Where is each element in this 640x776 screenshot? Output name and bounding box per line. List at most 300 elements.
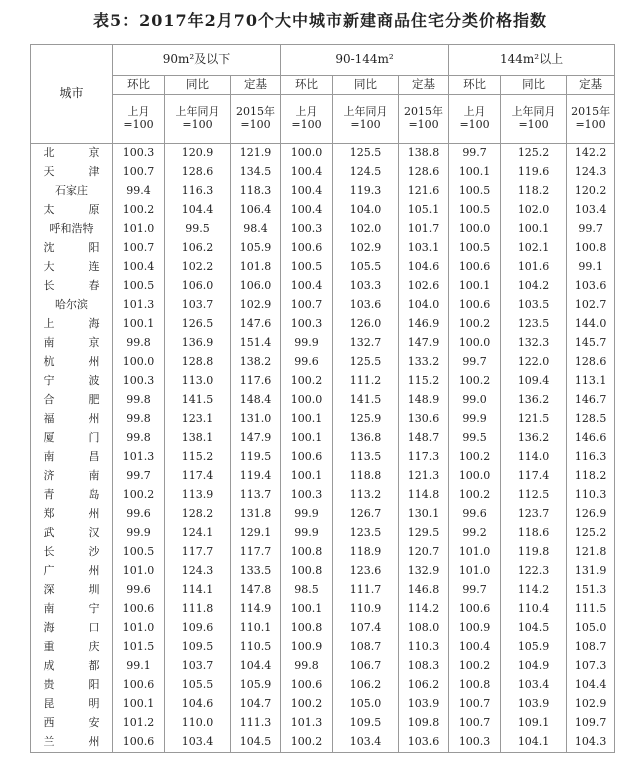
table-row (31, 391, 615, 410)
value-cell: 118.3 (231, 182, 281, 201)
city-cell (31, 448, 113, 467)
value-cell: 102.9 (231, 296, 281, 315)
value-cell: 99.9 (449, 410, 501, 429)
value-cell: 104.0 (399, 296, 449, 315)
value-cell: 99.8 (113, 391, 165, 410)
value-cell: 120.7 (399, 543, 449, 562)
value-cell: 117.7 (231, 543, 281, 562)
value-cell: 146.9 (399, 315, 449, 334)
value-cell: 109.6 (165, 619, 231, 638)
value-cell: 100.1 (281, 410, 333, 429)
value-cell: 128.6 (165, 163, 231, 182)
value-cell: 100.4 (281, 201, 333, 220)
value-cell: 100.3 (281, 486, 333, 505)
value-cell: 101.0 (113, 562, 165, 581)
value-cell: 105.5 (165, 676, 231, 695)
value-cell: 100.6 (281, 676, 333, 695)
value-cell: 100.1 (501, 220, 567, 239)
value-cell: 125.2 (567, 524, 615, 543)
value-cell: 136.2 (501, 429, 567, 448)
city-name: 大 连 (43, 260, 100, 274)
value-cell: 104.5 (501, 619, 567, 638)
value-cell: 136.9 (165, 334, 231, 353)
value-cell: 147.8 (231, 581, 281, 600)
value-cell: 103.7 (165, 296, 231, 315)
city-name: 呼和浩特 (49, 222, 94, 236)
city-cell (31, 220, 113, 239)
value-cell: 103.5 (501, 296, 567, 315)
table-row (31, 448, 615, 467)
value-cell: 110.1 (231, 619, 281, 638)
value-cell: 104.0 (333, 201, 399, 220)
value-cell: 106.0 (231, 277, 281, 296)
table-row (31, 657, 615, 676)
value-cell: 110.3 (399, 638, 449, 657)
value-cell: 114.1 (165, 581, 231, 600)
sub-header: 定基 (231, 76, 281, 95)
value-cell: 118.9 (333, 543, 399, 562)
city-name: 海 口 (43, 621, 100, 635)
value-cell: 99.2 (449, 524, 501, 543)
value-cell: 100.6 (113, 733, 165, 753)
city-name: 石家庄 (55, 184, 88, 198)
value-cell: 100.2 (281, 372, 333, 391)
city-cell (31, 201, 113, 220)
value-cell: 128.2 (165, 505, 231, 524)
table-row (31, 182, 615, 201)
base-header: 2015年 =100 (567, 95, 615, 144)
city-cell (31, 296, 113, 315)
table-row (31, 543, 615, 562)
value-cell: 99.9 (281, 334, 333, 353)
value-cell: 100.6 (449, 258, 501, 277)
sub-header: 定基 (567, 76, 615, 95)
value-cell: 116.3 (165, 182, 231, 201)
city-cell (31, 733, 113, 753)
value-cell: 100.1 (281, 600, 333, 619)
value-cell: 131.9 (567, 562, 615, 581)
value-cell: 105.9 (231, 239, 281, 258)
value-cell: 118.8 (333, 467, 399, 486)
value-cell: 100.3 (281, 315, 333, 334)
value-cell: 100.6 (281, 239, 333, 258)
value-cell: 99.9 (113, 524, 165, 543)
table-row (31, 486, 615, 505)
sub-header: 同比 (333, 76, 399, 95)
table-row (31, 676, 615, 695)
base-header: 上月 =100 (449, 95, 501, 144)
value-cell: 138.2 (231, 353, 281, 372)
table-row (31, 714, 615, 733)
value-cell: 100.8 (281, 562, 333, 581)
city-cell (31, 182, 113, 201)
value-cell: 129.1 (231, 524, 281, 543)
value-cell: 126.0 (333, 315, 399, 334)
value-cell: 103.9 (501, 695, 567, 714)
value-cell: 126.5 (165, 315, 231, 334)
value-cell: 113.9 (165, 486, 231, 505)
table-row (31, 163, 615, 182)
value-cell: 100.2 (449, 657, 501, 676)
value-cell: 121.8 (567, 543, 615, 562)
value-cell: 121.6 (399, 182, 449, 201)
value-cell: 104.6 (399, 258, 449, 277)
value-cell: 99.7 (449, 353, 501, 372)
table-row (31, 296, 615, 315)
city-name: 天 津 (43, 165, 100, 179)
value-cell: 106.2 (333, 676, 399, 695)
value-cell: 100.8 (281, 619, 333, 638)
city-name: 哈尔滨 (55, 298, 88, 312)
value-cell: 99.8 (281, 657, 333, 676)
city-cell (31, 581, 113, 600)
value-cell: 142.2 (567, 144, 615, 164)
value-cell: 104.3 (567, 733, 615, 753)
city-cell (31, 372, 113, 391)
value-cell: 99.5 (165, 220, 231, 239)
value-cell: 100.5 (449, 239, 501, 258)
value-cell: 138.1 (165, 429, 231, 448)
city-name: 成 都 (43, 659, 100, 673)
value-cell: 109.8 (399, 714, 449, 733)
value-cell: 99.1 (567, 258, 615, 277)
value-cell: 101.3 (281, 714, 333, 733)
city-cell (31, 163, 113, 182)
city-name: 武 汉 (43, 526, 100, 540)
city-name: 青 岛 (43, 488, 100, 502)
value-cell: 124.5 (333, 163, 399, 182)
value-cell: 100.7 (113, 163, 165, 182)
city-cell (31, 695, 113, 714)
value-cell: 128.6 (399, 163, 449, 182)
city-name: 南 昌 (43, 450, 100, 464)
table-row (31, 505, 615, 524)
group-header-medium: 90-144m² (281, 45, 449, 76)
city-name: 厦 门 (43, 431, 100, 445)
sub-header: 环比 (449, 76, 501, 95)
value-cell: 100.5 (449, 182, 501, 201)
value-cell: 146.6 (567, 429, 615, 448)
value-cell: 110.4 (501, 600, 567, 619)
value-cell: 99.6 (449, 505, 501, 524)
value-cell: 100.7 (449, 714, 501, 733)
city-cell (31, 277, 113, 296)
table-row (31, 144, 615, 164)
value-cell: 117.6 (231, 372, 281, 391)
value-cell: 109.4 (501, 372, 567, 391)
value-cell: 123.6 (333, 562, 399, 581)
value-cell: 123.1 (165, 410, 231, 429)
value-cell: 104.4 (165, 201, 231, 220)
value-cell: 146.8 (399, 581, 449, 600)
value-cell: 126.9 (567, 505, 615, 524)
value-cell: 123.7 (501, 505, 567, 524)
value-cell: 100.0 (281, 391, 333, 410)
value-cell: 110.9 (333, 600, 399, 619)
value-cell: 104.2 (501, 277, 567, 296)
value-cell: 147.9 (231, 429, 281, 448)
value-cell: 132.3 (501, 334, 567, 353)
value-cell: 100.1 (449, 163, 501, 182)
table-row (31, 695, 615, 714)
value-cell: 99.8 (113, 429, 165, 448)
price-index-table (30, 44, 615, 753)
value-cell: 103.9 (399, 695, 449, 714)
value-cell: 136.2 (501, 391, 567, 410)
value-cell: 130.1 (399, 505, 449, 524)
value-cell: 118.6 (501, 524, 567, 543)
value-cell: 119.3 (333, 182, 399, 201)
city-name: 福 州 (43, 412, 100, 426)
city-cell (31, 258, 113, 277)
value-cell: 100.2 (449, 448, 501, 467)
value-cell: 100.3 (281, 220, 333, 239)
value-cell: 101.3 (113, 448, 165, 467)
city-cell (31, 467, 113, 486)
value-cell: 100.6 (281, 448, 333, 467)
value-cell: 100.2 (449, 372, 501, 391)
value-cell: 102.0 (333, 220, 399, 239)
city-cell (31, 315, 113, 334)
value-cell: 110.0 (165, 714, 231, 733)
value-cell: 122.3 (501, 562, 567, 581)
value-cell: 106.0 (165, 277, 231, 296)
table-row (31, 410, 615, 429)
value-cell: 106.7 (333, 657, 399, 676)
city-name: 西 安 (43, 716, 100, 730)
city-cell (31, 657, 113, 676)
value-cell: 117.4 (501, 467, 567, 486)
value-cell: 101.6 (501, 258, 567, 277)
city-name: 兰 州 (43, 735, 100, 749)
value-cell: 100.2 (281, 733, 333, 753)
value-cell: 100.8 (449, 676, 501, 695)
value-cell: 102.7 (567, 296, 615, 315)
city-name: 重 庆 (43, 640, 100, 654)
table-row (31, 600, 615, 619)
value-cell: 101.0 (449, 562, 501, 581)
value-cell: 119.8 (501, 543, 567, 562)
city-name: 长 春 (43, 279, 100, 293)
sub-header: 环比 (281, 76, 333, 95)
value-cell: 113.1 (567, 372, 615, 391)
value-cell: 100.1 (449, 277, 501, 296)
value-cell: 108.0 (399, 619, 449, 638)
value-cell: 110.3 (567, 486, 615, 505)
city-name: 太 原 (43, 203, 100, 217)
value-cell: 100.1 (113, 315, 165, 334)
table-row (31, 315, 615, 334)
value-cell: 100.7 (113, 239, 165, 258)
value-cell: 124.3 (165, 562, 231, 581)
table-row (31, 619, 615, 638)
value-cell: 103.4 (165, 733, 231, 753)
value-cell: 105.5 (333, 258, 399, 277)
value-cell: 103.4 (501, 676, 567, 695)
base-header: 2015年 =100 (231, 95, 281, 144)
table-row (31, 562, 615, 581)
value-cell: 111.3 (231, 714, 281, 733)
value-cell: 119.4 (231, 467, 281, 486)
table-row (31, 334, 615, 353)
value-cell: 120.2 (567, 182, 615, 201)
value-cell: 105.9 (501, 638, 567, 657)
value-cell: 116.3 (567, 448, 615, 467)
value-cell: 114.0 (501, 448, 567, 467)
value-cell: 99.7 (449, 144, 501, 164)
table-title: 表5：2017年2月70个大中城市新建商品住宅分类价格指数 (92, 11, 548, 30)
value-cell: 148.7 (399, 429, 449, 448)
value-cell: 100.4 (449, 638, 501, 657)
value-cell: 104.4 (567, 676, 615, 695)
value-cell: 100.2 (113, 486, 165, 505)
value-cell: 99.5 (449, 429, 501, 448)
value-cell: 99.0 (449, 391, 501, 410)
value-cell: 124.3 (567, 163, 615, 182)
value-cell: 144.0 (567, 315, 615, 334)
value-cell: 98.4 (231, 220, 281, 239)
value-cell: 110.5 (231, 638, 281, 657)
value-cell: 101.0 (113, 619, 165, 638)
value-cell: 125.2 (501, 144, 567, 164)
base-header: 上月 =100 (281, 95, 333, 144)
base-header: 上年同月 =100 (333, 95, 399, 144)
city-name: 贵 阳 (43, 678, 100, 692)
value-cell: 101.8 (231, 258, 281, 277)
value-cell: 99.7 (113, 467, 165, 486)
value-cell: 107.3 (567, 657, 615, 676)
value-cell: 102.9 (567, 695, 615, 714)
value-cell: 131.8 (231, 505, 281, 524)
table-row (31, 581, 615, 600)
city-cell (31, 353, 113, 372)
value-cell: 121.3 (399, 467, 449, 486)
value-cell: 119.6 (501, 163, 567, 182)
city-name: 长 沙 (43, 545, 100, 559)
city-cell (31, 600, 113, 619)
city-cell (31, 676, 113, 695)
value-cell: 123.5 (501, 315, 567, 334)
value-cell: 100.0 (449, 467, 501, 486)
value-cell: 101.2 (113, 714, 165, 733)
value-cell: 104.1 (501, 733, 567, 753)
value-cell: 100.2 (113, 201, 165, 220)
value-cell: 100.6 (113, 600, 165, 619)
value-cell: 120.9 (165, 144, 231, 164)
value-cell: 118.2 (567, 467, 615, 486)
value-cell: 104.9 (501, 657, 567, 676)
value-cell: 132.9 (399, 562, 449, 581)
city-cell (31, 410, 113, 429)
base-header: 上年同月 =100 (501, 95, 567, 144)
value-cell: 101.3 (113, 296, 165, 315)
value-cell: 100.8 (567, 239, 615, 258)
value-cell: 133.2 (399, 353, 449, 372)
city-cell (31, 524, 113, 543)
value-cell: 121.5 (501, 410, 567, 429)
value-cell: 100.0 (113, 353, 165, 372)
value-cell: 100.5 (281, 258, 333, 277)
value-cell: 118.2 (501, 182, 567, 201)
city-name: 南 宁 (43, 602, 100, 616)
value-cell: 105.1 (399, 201, 449, 220)
city-cell (31, 505, 113, 524)
value-cell: 105.9 (231, 676, 281, 695)
sub-header: 环比 (113, 76, 165, 95)
value-cell: 103.4 (333, 733, 399, 753)
value-cell: 99.7 (567, 220, 615, 239)
value-cell: 100.2 (449, 315, 501, 334)
value-cell: 101.0 (449, 543, 501, 562)
city-cell (31, 638, 113, 657)
value-cell: 105.0 (333, 695, 399, 714)
sub-header: 定基 (399, 76, 449, 95)
value-cell: 102.0 (501, 201, 567, 220)
city-name: 深 圳 (43, 583, 100, 597)
value-cell: 106.2 (399, 676, 449, 695)
value-cell: 111.5 (567, 600, 615, 619)
value-cell: 100.4 (281, 163, 333, 182)
city-cell (31, 562, 113, 581)
city-header: 城市 (31, 45, 113, 144)
value-cell: 151.3 (567, 581, 615, 600)
table-row (31, 220, 615, 239)
value-cell: 101.5 (113, 638, 165, 657)
value-cell: 109.5 (165, 638, 231, 657)
value-cell: 100.2 (281, 695, 333, 714)
value-cell: 136.8 (333, 429, 399, 448)
value-cell: 106.4 (231, 201, 281, 220)
value-cell: 132.7 (333, 334, 399, 353)
value-cell: 151.4 (231, 334, 281, 353)
city-cell (31, 543, 113, 562)
city-name: 杭 州 (43, 355, 100, 369)
value-cell: 100.1 (113, 695, 165, 714)
value-cell: 100.3 (113, 372, 165, 391)
table-row (31, 467, 615, 486)
value-cell: 128.8 (165, 353, 231, 372)
value-cell: 108.7 (567, 638, 615, 657)
value-cell: 100.3 (113, 144, 165, 164)
value-cell: 109.7 (567, 714, 615, 733)
value-cell: 125.5 (333, 353, 399, 372)
value-cell: 113.0 (165, 372, 231, 391)
table-row (31, 277, 615, 296)
value-cell: 99.9 (281, 505, 333, 524)
value-cell: 99.6 (113, 505, 165, 524)
value-cell: 103.1 (399, 239, 449, 258)
base-header: 上月 =100 (113, 95, 165, 144)
value-cell: 103.6 (399, 733, 449, 753)
value-cell: 147.6 (231, 315, 281, 334)
city-name: 济 南 (43, 469, 100, 483)
value-cell: 145.7 (567, 334, 615, 353)
value-cell: 141.5 (333, 391, 399, 410)
table-row (31, 258, 615, 277)
value-cell: 100.6 (449, 600, 501, 619)
value-cell: 123.5 (333, 524, 399, 543)
value-cell: 129.5 (399, 524, 449, 543)
value-cell: 102.1 (501, 239, 567, 258)
value-cell: 99.6 (281, 353, 333, 372)
value-cell: 100.7 (281, 296, 333, 315)
value-cell: 128.5 (567, 410, 615, 429)
city-name: 广 州 (43, 564, 100, 578)
value-cell: 100.5 (449, 201, 501, 220)
value-cell: 126.7 (333, 505, 399, 524)
city-cell (31, 429, 113, 448)
group-header-small: 90m²及以下 (113, 45, 281, 76)
